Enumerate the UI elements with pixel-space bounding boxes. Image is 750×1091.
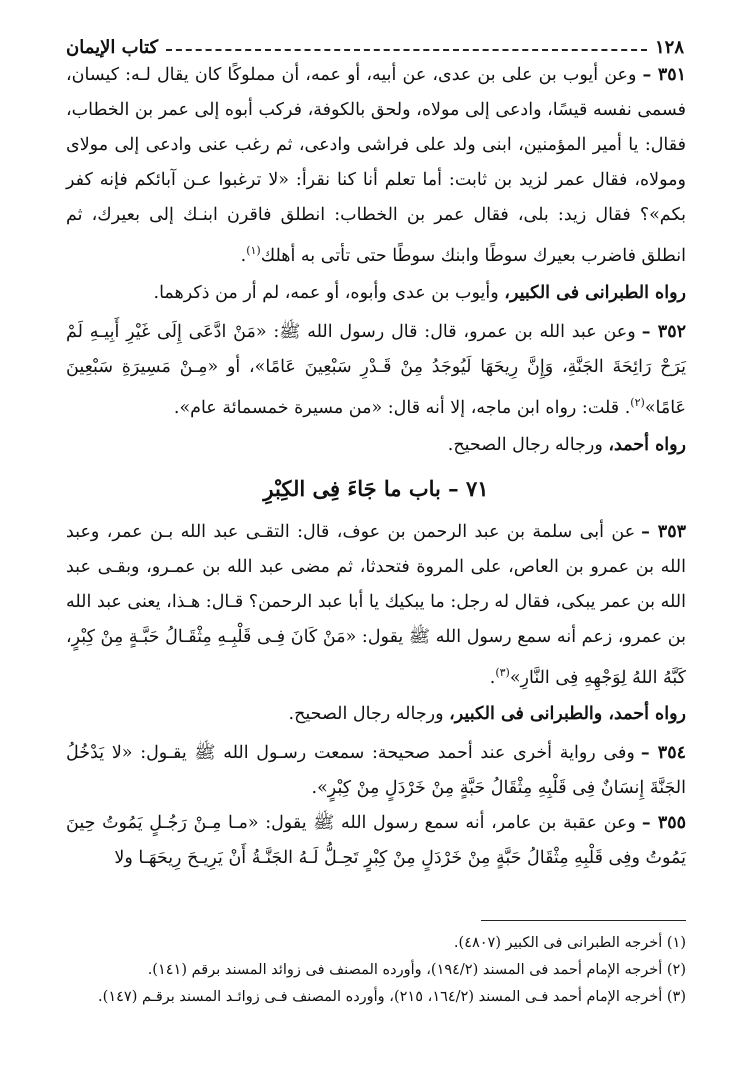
header-dashed-rule	[166, 49, 647, 51]
hadith-number: ٣٥٥ –	[641, 813, 687, 834]
footnote-ref: (١)	[246, 244, 261, 257]
hadith-tail: .	[489, 667, 496, 688]
hadith-text: وعن عقبة بن عامر، أنه سمع رسول الله ﷺ يقول: «مـا مِـنْ رَجُـلٍ يَمُوتُ حِينَ يَمُوتُ وفِى قَلْبِهِ مِثْقَالُ حَبَّةٍ مِنْ خَرْدَلٍ مِنْ كِبْرٍ تَحِـلُّ لَـهُ الجَنَّـةُ أَنْ يَرِيـحَ رِيحَهَـا ولا	[66, 813, 686, 869]
hadith-number: ٣٥٢ –	[641, 321, 686, 342]
source-rest: ورجاله رجال الصحيح.	[447, 434, 609, 455]
hadith-351: ٣٥١ –وعن أيوب بن على بن عدى، عن أبيه، أو عمه، أن مملوكًا كان يقال لـه: كيسان، فسمى نفسه قيسًا، وادعى إلى مولاه، ولحق بالكوفة، فركب أبوه إلى عمر بن الخطاب، فقال: يا أمير المؤمنين، ابنى ولد على فراشى وادعى، ثم رغب عنى وادعى إلى مولاى ومولاه، فقال عمر لزيد بن ثابت: أما تعلم أنا كنا نقرأ: «لا ترغبوا عـن آبائكم فإنه كفر بكم»؟ فقال زيد: بلى، فقال عمر بن الخطاب: انطلق فاقرن ابنـك إلى بعيرك، ثم انطلق فاضرب بعيرك سوطًا وابنك سوطًا حتى تأتى به أهلك$^{(١)}$.	[66, 65, 687, 266]
hadith-text: وعن عبد الله بن عمرو، قال: قال رسول الله ﷺ: «مَنْ ادَّعَى إِلَى غَيْرِ أَبِيـهِ لَمْ يَرَحْ رَائِحَةَ الجَنَّةِ، وَإِنَّ رِيحَهَا لَيُوجَدُ مِنْ قَـدْرِ سَبْعِينَ عَامًا»، أو «مِـنْ مَسِيرَةِ سَبْعِينَ عَامًا»	[66, 321, 686, 418]
hadith-354	[66, 736, 686, 806]
source-note-353	[66, 697, 686, 732]
source-note-352	[66, 428, 686, 463]
footnote-1: (١) أخرجه الطبرانى فى الكبير (٤٨٠٧).	[453, 935, 686, 951]
running-header	[66, 28, 684, 58]
footnote-ref: (٢)	[630, 395, 645, 409]
source-note-351	[66, 276, 686, 311]
hadith-text: وعن أيوب بن على بن عدى، عن أبيه، أو عمه، أن مملوكًا كان يقال لـه: كيسان، فسمى نفسه قيسًا، وادعى إلى مولاه، ولحق بالكوفة، فركب أبوه إلى عمر بن الخطاب، فقال: يا أمير المؤمنين، ابنى ولد على فراشى وادعى، ثم رغب عنى وادعى إلى مولاى ومولاه، فقال عمر لزيد بن ثابت: أما تعلم أنا كنا نقرأ: «لا ترغبوا عـن آبائكم فإنه كفر بكم»؟ فقال زيد: بلى، فقال عمر بن الخطاب: انطلق فاقرن ابنـك إلى بعيرك، ثم انطلق فاضرب بعيرك سوطًا وابنك سوطًا حتى تأتى به أهلك	[66, 65, 686, 266]
hadith-number: ٣٥١ –	[642, 65, 687, 85]
source-bold: رواه أحمد،	[608, 434, 686, 455]
hadith-355	[66, 806, 686, 876]
footnote-3: (٣) أخرجه الإمام أحمد فـى المسند (١٦٤/٢، ٢١٥)، وأورده المصنف فـى زوائـد المسند برقـم (١٤٧).	[98, 989, 686, 1005]
source-rest: وأيوب بن عدى وأبوه، أو عمه، لم أر من ذكرهما.	[153, 282, 505, 303]
page-number: ١٢٨	[654, 37, 684, 58]
footnote-2: (٢) أخرجه الإمام أحمد فى المسند (١٩٤/٢)، وأورده المصنف فى زوائد المسند برقم (١٤١).	[147, 962, 686, 978]
footnote-ref: (٣)	[495, 665, 510, 679]
hadith-number: ٣٥٣ –	[641, 521, 686, 542]
chapter-heading: ٧١ – باب ما جَاءَ فِى الكِبْرِ	[263, 475, 489, 501]
hadith-text: عن أبى سلمة بن عبد الرحمن بن عوف، قال: التقـى عبد الله بـن عمر، وعبد الله بن عمرو بن العاص، على المروة فتحدثا، ثم مضى عبد الله بن عمـرو، وبقـى عبد الله بن عمر يبكى، فقال له رجل: ما يبكيك يا أبا عبد الرحمن؟ قـال: هـذا، يعنى عبد الله بن عمرو، زعم أنه سمع رسول الله ﷺ يقول: «مَنْ كَانَ فِـى قَلْبِـهِ مِثْقَـالُ حَبَّـةٍ مِنْ كِبْرٍ، كَبَّهُ اللهُ لِوَجْهِهِ فِى النَّارِ»	[66, 521, 686, 688]
source-bold: رواه الطبرانى فى الكبير،	[504, 282, 686, 303]
source-rest: ورجاله رجال الصحيح.	[288, 704, 450, 725]
hadith-353	[66, 515, 686, 696]
footnotes	[66, 930, 686, 1011]
source-bold: رواه أحمد، والطبرانى فى الكبير،	[449, 704, 686, 725]
main-text	[66, 58, 686, 876]
hadith-number: ٣٥٤ –	[640, 743, 686, 764]
book-title: كتاب الإيمان	[66, 37, 159, 58]
hadith-tail: . قلت: رواه ابن ماجه، إلا أنه قال: «من مسيرة خمسمائة عام».	[173, 397, 631, 418]
hadith-352	[66, 315, 686, 426]
footnote-divider	[481, 920, 686, 921]
hadith-text: وفى رواية أخرى عند أحمد صحيحة: سمعت رسـول الله ﷺ يقـول: «لا يَدْخُلُ الجَنَّةَ إِنسَانٌ فِى قَلْبِهِ مِثْقَالُ حَبَّةٍ مِنْ خَرْدَلٍ مِنْ كِبْرٍ».	[66, 743, 686, 799]
